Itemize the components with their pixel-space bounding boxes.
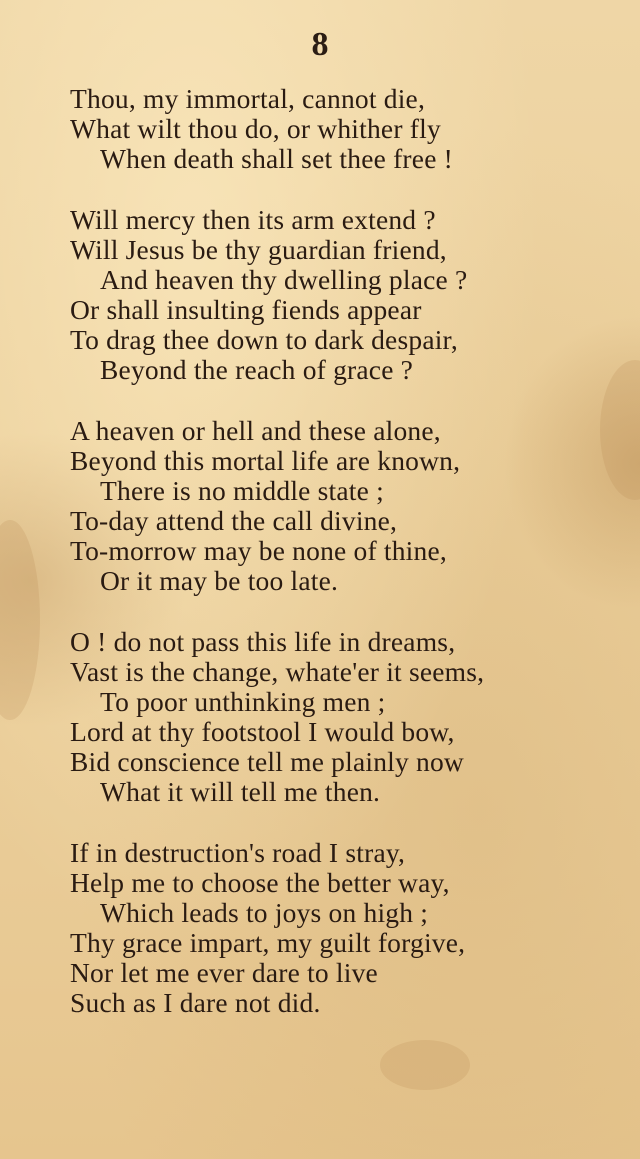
poem-line: Bid conscience tell me plainly now [70,746,464,777]
poem-line: What wilt thou do, or whither fly [70,113,441,144]
poem-line: A heaven or hell and these alone, [70,415,441,446]
poem-line: What it will tell me then. [100,776,381,807]
stanza-1 [70,84,484,174]
poem-line: O ! do not pass this life in dreams, [70,626,456,657]
poem-line: Or shall insulting fiends appear [70,294,422,325]
poem-line: Lord at thy footstool I would bow, [70,716,455,747]
stanza-2 [70,205,484,385]
poem-line: Beyond this mortal life are known, [70,445,461,476]
poem-line: Will Jesus be thy guardian friend, [70,234,447,265]
paper-stain [0,520,40,720]
paper-stain [600,360,640,500]
page-number: 8 [311,26,329,63]
poem-line: Thy grace impart, my guilt forgive, [70,927,466,958]
poem-line: Nor let me ever dare to live [70,957,378,988]
poem-line: Thou, my immortal, cannot die, [70,83,426,114]
poem-line: Will mercy then its arm extend ? [70,204,436,235]
poem-line: Help me to choose the better way, [70,867,450,898]
poem-line: If in destruction's road I stray, [70,837,406,868]
stanza-4 [70,627,484,807]
stanza-3 [70,416,484,596]
poem-line: Which leads to joys on high ; [100,897,429,928]
poem-line: Beyond the reach of grace ? [100,354,414,385]
stanza-5 [70,838,484,1018]
poem [70,84,484,1049]
poem-line: Or it may be too late. [100,565,339,596]
poem-line: Such as I dare not did. [70,987,321,1018]
poem-line: And heaven thy dwelling place ? [100,264,468,295]
poem-line: Vast is the change, whate'er it seems, [70,656,485,687]
poem-line: When death shall set thee free ! [100,143,454,174]
poem-line: To-morrow may be none of thine, [70,535,447,566]
poem-line: To poor unthinking men ; [100,686,386,717]
poem-line: There is no middle state ; [100,475,384,506]
poem-line: To drag thee down to dark despair, [70,324,458,355]
poem-line: To-day attend the call divine, [70,505,398,536]
